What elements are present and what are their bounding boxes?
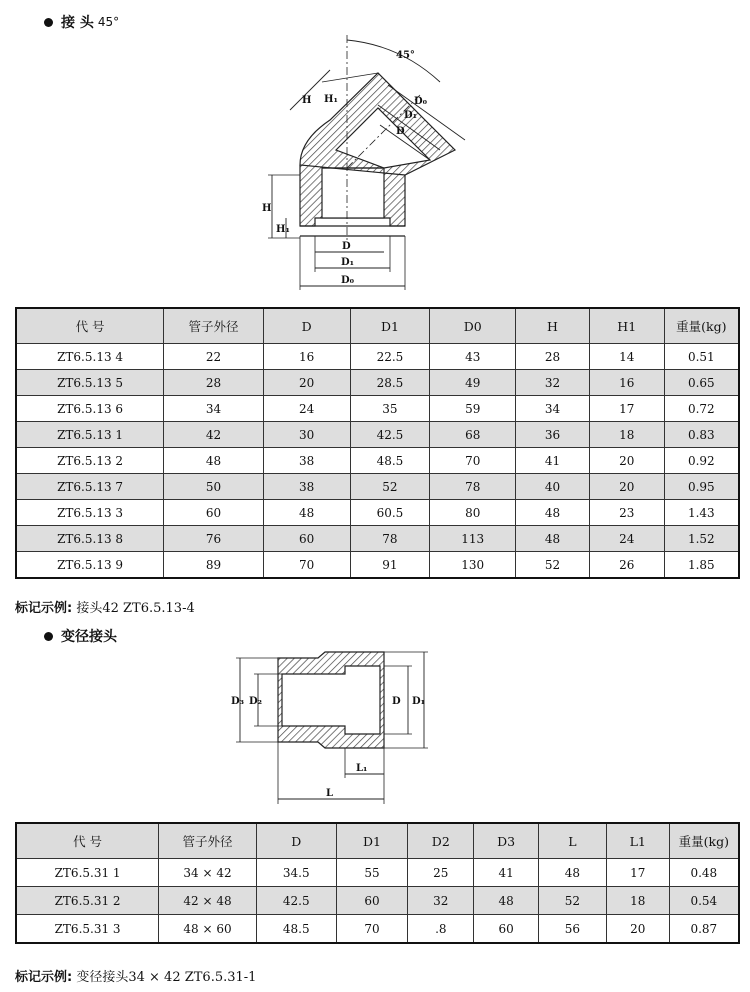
table-row <box>16 448 739 474</box>
table-row <box>16 915 739 944</box>
table-cell: ZT6.5.31 1 <box>16 859 159 887</box>
table-cell: 70 <box>336 915 408 944</box>
table-row <box>16 887 739 915</box>
col-header-h: H <box>516 308 590 344</box>
table-cell: 36 <box>516 422 590 448</box>
table-cell: 48 <box>263 500 350 526</box>
table-cell: 60 <box>336 887 408 915</box>
table-cell: 68 <box>430 422 516 448</box>
dim-label-d1: D₁ <box>412 696 426 707</box>
table-cell: 60 <box>164 500 264 526</box>
table-cell: 41 <box>516 448 590 474</box>
table-cell: 20 <box>263 370 350 396</box>
table-cell: 34 <box>516 396 590 422</box>
table-cell: 48.5 <box>350 448 430 474</box>
col-header-pipe-od: 管子外径 <box>159 823 257 859</box>
table-cell: 49 <box>430 370 516 396</box>
col-header-pipe-od: 管子外径 <box>164 308 264 344</box>
col-header-weight: 重量(kg) <box>664 308 739 344</box>
table-cell: ZT6.5.13 4 <box>16 344 164 370</box>
table-cell: ZT6.5.13 1 <box>16 422 164 448</box>
section1-note <box>15 597 195 616</box>
table-cell: 22.5 <box>350 344 430 370</box>
table-cell: 24 <box>589 526 664 552</box>
table-row <box>16 370 739 396</box>
note-value: 接头42 ZT6.5.13-4 <box>76 601 195 616</box>
table-cell: 18 <box>606 887 669 915</box>
table-cell: 34 <box>164 396 264 422</box>
dim-label-d1-bottom: D₁ <box>341 257 355 268</box>
col-header-d: D <box>263 308 350 344</box>
col-header-d1: D1 <box>350 308 430 344</box>
table-cell: 0.65 <box>664 370 739 396</box>
table-cell: 16 <box>589 370 664 396</box>
table-cell: 76 <box>164 526 264 552</box>
table-cell: 113 <box>430 526 516 552</box>
table-cell: ZT6.5.13 9 <box>16 552 164 579</box>
table-row <box>16 859 739 887</box>
table-cell: 0.83 <box>664 422 739 448</box>
table-cell: 78 <box>350 526 430 552</box>
table-cell: 17 <box>589 396 664 422</box>
section2-title-text: 变径接头 <box>61 629 117 645</box>
col-header-h1: H1 <box>589 308 664 344</box>
dim-label-h-top: H <box>302 95 312 106</box>
table-cell: 78 <box>430 474 516 500</box>
table-cell: 20 <box>589 474 664 500</box>
dim-label-d2: D₂ <box>249 696 263 707</box>
col-header-d3: D3 <box>474 823 539 859</box>
table-cell: 89 <box>164 552 264 579</box>
table-cell: 41 <box>474 859 539 887</box>
col-header-d: D <box>256 823 336 859</box>
table-cell: 38 <box>263 448 350 474</box>
bullet-icon <box>44 632 53 641</box>
section1-title-text: 接 头 <box>61 15 94 31</box>
table-cell: ZT6.5.13 3 <box>16 500 164 526</box>
table-cell: 60 <box>263 526 350 552</box>
table-cell: 1.85 <box>664 552 739 579</box>
table-cell: 48 <box>474 887 539 915</box>
table-cell: ZT6.5.13 6 <box>16 396 164 422</box>
table-cell: 91 <box>350 552 430 579</box>
col-header-code: 代 号 <box>16 823 159 859</box>
table-row <box>16 552 739 579</box>
table-cell: ZT6.5.31 2 <box>16 887 159 915</box>
dim-label-d3: D₃ <box>231 696 245 707</box>
section2-title <box>44 626 117 646</box>
table-cell: 48 <box>164 448 264 474</box>
table-cell: 16 <box>263 344 350 370</box>
table-cell: 24 <box>263 396 350 422</box>
table-cell: 70 <box>430 448 516 474</box>
table-cell: 0.54 <box>669 887 739 915</box>
table-cell: 30 <box>263 422 350 448</box>
section1-title-suffix: 45° <box>97 15 120 29</box>
note-label: 标记示例: <box>15 970 73 985</box>
table-header-row <box>16 308 739 344</box>
table-cell: 130 <box>430 552 516 579</box>
table-cell: 43 <box>430 344 516 370</box>
note-value: 变径接头34 × 42 ZT6.5.31-1 <box>76 970 257 985</box>
table-row <box>16 474 739 500</box>
table-cell: 26 <box>589 552 664 579</box>
table-cell: 34 × 42 <box>159 859 257 887</box>
col-header-d1: D1 <box>336 823 408 859</box>
table-cell: 0.95 <box>664 474 739 500</box>
table-cell: 70 <box>263 552 350 579</box>
dim-label-d0-bottom: D₀ <box>341 275 355 286</box>
dim-label-d: D <box>392 696 401 707</box>
table-cell: 38 <box>263 474 350 500</box>
dim-label-d-bottom: D <box>342 241 351 252</box>
table-row <box>16 344 739 370</box>
col-header-l: L <box>539 823 607 859</box>
dim-label-d-top: D <box>396 126 405 137</box>
dim-label-h1-top: H₁ <box>324 94 338 105</box>
table-cell: .8 <box>408 915 474 944</box>
dim-label-d0-top: D₀ <box>414 96 428 107</box>
table-cell: 35 <box>350 396 430 422</box>
table-cell: 52 <box>350 474 430 500</box>
reducer-spec-table <box>15 822 740 944</box>
table-cell: 42.5 <box>350 422 430 448</box>
table-cell: 28 <box>516 344 590 370</box>
table-cell: ZT6.5.13 8 <box>16 526 164 552</box>
table-cell: 32 <box>408 887 474 915</box>
table-cell: 0.48 <box>669 859 739 887</box>
section2-note <box>15 966 256 985</box>
note-label: 标记示例: <box>15 601 73 616</box>
dim-label-angle: 45° <box>396 50 415 61</box>
table-cell: 23 <box>589 500 664 526</box>
table-cell: 25 <box>408 859 474 887</box>
table-header-row <box>16 823 739 859</box>
table-cell: 42 <box>164 422 264 448</box>
table-cell: 1.43 <box>664 500 739 526</box>
table-cell: 0.51 <box>664 344 739 370</box>
table-cell: 42 × 48 <box>159 887 257 915</box>
dim-label-d1-top: D₁ <box>404 110 418 121</box>
elbow-spec-table <box>15 307 740 579</box>
col-header-d0: D0 <box>430 308 516 344</box>
table-cell: 20 <box>589 448 664 474</box>
table-cell: 0.87 <box>669 915 739 944</box>
table-cell: 0.72 <box>664 396 739 422</box>
col-header-weight: 重量(kg) <box>669 823 739 859</box>
table-cell: 48 <box>516 500 590 526</box>
table-row <box>16 396 739 422</box>
table-cell: 50 <box>164 474 264 500</box>
table-cell: 60 <box>474 915 539 944</box>
dim-label-h1-left: H₁ <box>276 224 290 235</box>
reducer-drawing <box>0 648 750 808</box>
table-cell: ZT6.5.13 5 <box>16 370 164 396</box>
table-cell: 55 <box>336 859 408 887</box>
table-row <box>16 422 739 448</box>
table-cell: 32 <box>516 370 590 396</box>
table-row <box>16 500 739 526</box>
table-cell: 48.5 <box>256 915 336 944</box>
table-cell: 60.5 <box>350 500 430 526</box>
col-header-l1: L1 <box>606 823 669 859</box>
table-cell: 59 <box>430 396 516 422</box>
table-cell: 1.52 <box>664 526 739 552</box>
table-row <box>16 526 739 552</box>
table-cell: 48 <box>516 526 590 552</box>
table-cell: 14 <box>589 344 664 370</box>
table-cell: 52 <box>539 887 607 915</box>
dim-label-l1: L₁ <box>356 763 368 774</box>
table-cell: 80 <box>430 500 516 526</box>
col-header-code: 代 号 <box>16 308 164 344</box>
table-cell: 28 <box>164 370 264 396</box>
table-cell: ZT6.5.31 3 <box>16 915 159 944</box>
table-cell: ZT6.5.13 2 <box>16 448 164 474</box>
table-cell: 18 <box>589 422 664 448</box>
col-header-d2: D2 <box>408 823 474 859</box>
table-cell: 40 <box>516 474 590 500</box>
dim-label-l: L <box>326 788 334 799</box>
table-cell: 52 <box>516 552 590 579</box>
table-cell: 17 <box>606 859 669 887</box>
table-cell: 22 <box>164 344 264 370</box>
table-cell: 42.5 <box>256 887 336 915</box>
elbow-45-drawing <box>0 0 750 300</box>
table-cell: 48 × 60 <box>159 915 257 944</box>
table-cell: 20 <box>606 915 669 944</box>
table-cell: 28.5 <box>350 370 430 396</box>
table-cell: 48 <box>539 859 607 887</box>
dim-label-h-left: H <box>262 203 272 214</box>
table-cell: 34.5 <box>256 859 336 887</box>
table-cell: 0.92 <box>664 448 739 474</box>
table-cell: 56 <box>539 915 607 944</box>
table-cell: ZT6.5.13 7 <box>16 474 164 500</box>
